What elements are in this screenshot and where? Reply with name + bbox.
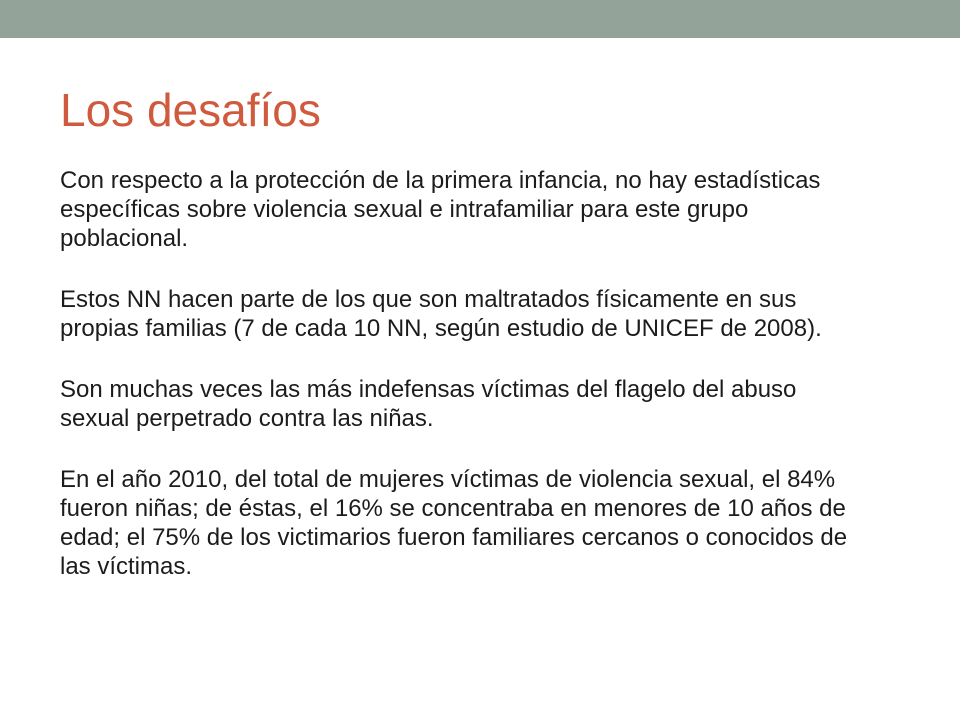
- slide-title: Los desafíos: [60, 84, 321, 136]
- paragraph-sexual-abuse: Son muchas veces las más indefensas víctimas del flagelo del abuso sexual perpetrado contra las niñas.: [60, 376, 797, 432]
- slide-body: [60, 166, 870, 613]
- top-accent-bar: [0, 0, 960, 38]
- paragraph-2010-statistics: En el año 2010, del total de mujeres víctimas de violencia sexual, el 84% fueron niñas; de éstas, el 16% se concentraba en menores de 10 años de edad; el 75% de los victimarios fueron familiares cercanos o conocidos de las víctimas.: [60, 466, 848, 580]
- paragraph-early-childhood: Con respecto a la protección de la primera infancia, no hay estadísticas específicas sobre violencia sexual e intrafamiliar para este grupo poblacional.: [60, 167, 821, 252]
- paragraph-physical-abuse: Estos NN hacen parte de los que son maltratados físicamente en sus propias familias (7 de cada 10 NN, según estudio de UNICEF de 2008).: [60, 286, 822, 342]
